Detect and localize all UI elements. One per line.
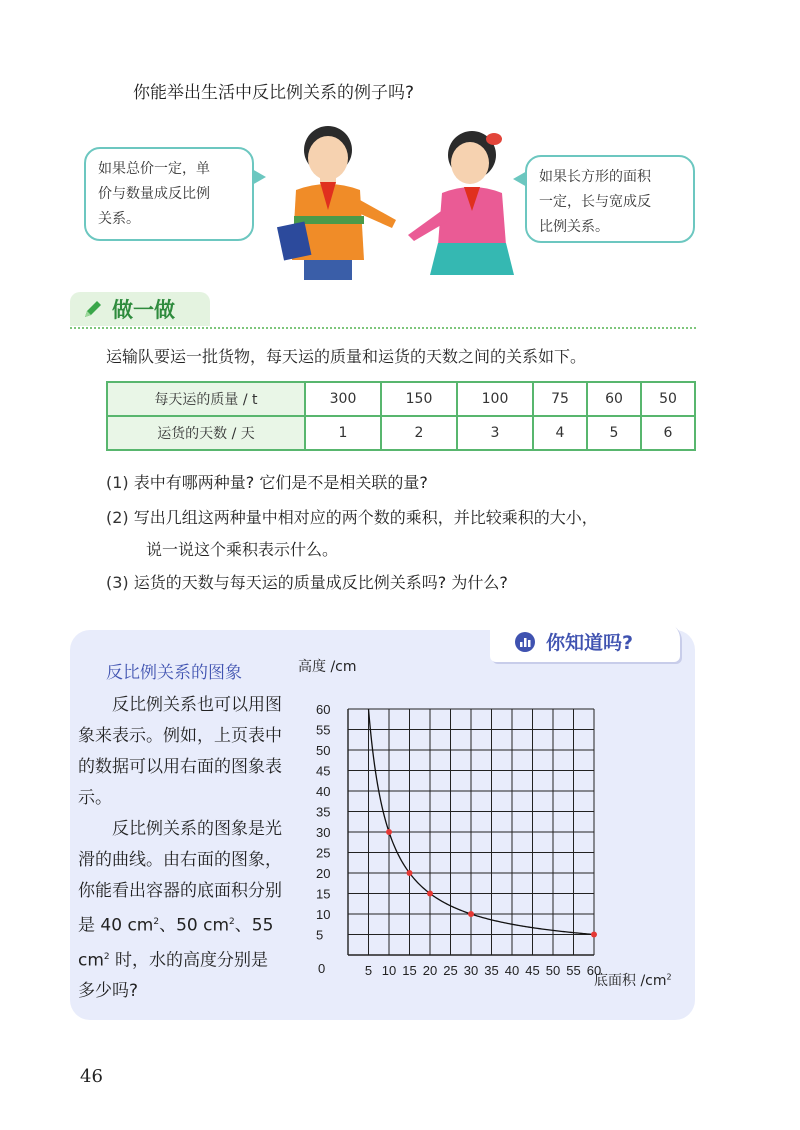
x-tick-label: 30: [463, 963, 479, 978]
table-cell: 1: [305, 416, 381, 450]
table-row: [107, 416, 695, 450]
data-table: [106, 381, 696, 451]
y-tick-label: 55: [316, 722, 331, 738]
did-you-know-tag: [490, 621, 680, 662]
y-tick-label: 60: [316, 702, 331, 717]
y-tick-label: 5: [316, 927, 324, 943]
table-cell: 3: [457, 416, 533, 450]
table-cell: 60: [587, 382, 641, 416]
y-tick-label: 25: [316, 845, 331, 861]
x-tick-label: 50: [545, 963, 561, 978]
boy-illustration: [268, 120, 408, 280]
x-tick-label: 40: [504, 963, 520, 978]
section-divider: [70, 327, 696, 329]
x-tick-label: 55: [566, 963, 581, 978]
pencil-icon: [82, 298, 104, 320]
table-cell: 4: [533, 416, 587, 450]
know-subtitle: 反比例关系的图象: [106, 663, 242, 683]
table-cell: 50: [641, 382, 695, 416]
data-point: [407, 870, 413, 876]
x-tick-label: 5: [364, 963, 373, 978]
question-number: (1): [106, 473, 129, 492]
speech-line: 关系。: [98, 211, 140, 227]
exercise-intro: 运输队要运一批货物，每天运的质量和运货的天数之间的关系如下。: [106, 347, 587, 366]
question-number: (3): [106, 573, 129, 592]
table-cell: 75: [533, 382, 587, 416]
question-item: [106, 505, 598, 528]
y-axis-label: 高度 /cm: [298, 659, 357, 675]
text-run: 、50 cm: [159, 915, 230, 936]
row-header: 运货的天数 / 天: [107, 416, 305, 450]
y-tick-label: 40: [316, 784, 331, 799]
y-tick-label: 30: [316, 825, 331, 840]
know-paragraph: [78, 690, 284, 1007]
table-cell: 6: [641, 416, 695, 450]
superscript: 2: [229, 917, 235, 927]
section-header: [70, 292, 210, 326]
x-tick-label: 15: [402, 963, 417, 978]
inverse-proportion-chart: [280, 680, 610, 990]
y-tick-label: 20: [316, 866, 331, 881]
speech-bubble-girl: [525, 155, 695, 243]
table-cell: 300: [305, 382, 381, 416]
x-tick-label: 20: [422, 963, 438, 978]
table-cell: 2: [381, 416, 457, 450]
page-number: 46: [80, 1066, 103, 1087]
question-item: [106, 470, 428, 493]
y-tick-label: 10: [316, 907, 331, 922]
question-line: 运货的天数与每天运的质量成反比例关系吗? 为什么?: [133, 573, 508, 592]
superscript: 2: [153, 917, 160, 927]
x-tick-label: 25: [443, 963, 458, 978]
y-tick-label: 45: [316, 763, 331, 779]
data-point: [386, 829, 392, 835]
question-line: 说一说这个乘积表示什么。: [146, 540, 339, 559]
table-cell: 100: [457, 382, 533, 416]
table-cell: 150: [381, 382, 457, 416]
y-tick-label: 35: [316, 804, 331, 820]
row-header: 每天运的质量 / t: [107, 382, 305, 416]
text-run: 反比例关系的图象是光滑的曲线。由右面的图象，你能看出容器的底面积分别是 40 cm: [78, 819, 282, 936]
x-tick-label: 45: [525, 963, 540, 978]
data-point: [591, 932, 597, 938]
origin-label: 0: [318, 961, 326, 976]
x-axis-label-sup: 2: [666, 972, 672, 982]
speech-line: 比例关系。: [539, 219, 609, 235]
speech-line: 如果长方形的面积: [539, 169, 651, 185]
y-tick-label: 15: [316, 886, 331, 902]
know-para-2: [78, 814, 284, 1007]
did-you-know-title: 你知道吗?: [546, 632, 634, 654]
x-tick-label: 10: [381, 963, 397, 978]
x-axis-label-text: 底面积 /cm: [594, 973, 667, 989]
question-item: [106, 570, 508, 593]
speech-line: 价与数量成反比例: [98, 186, 210, 202]
question-line: 表中有哪两种量? 它们是不是相关联的量?: [133, 473, 428, 492]
x-tick-label: 35: [484, 963, 499, 978]
table-cell: 5: [587, 416, 641, 450]
question-text: 你能举出生活中反比例关系的例子吗?: [133, 83, 415, 103]
x-tick-label: 60: [586, 963, 602, 978]
section-title: 做一做: [112, 298, 175, 322]
curve-series: [369, 709, 595, 935]
text-run: 时，水的高度分别是多少吗?: [78, 950, 269, 1002]
text-run: 、55 cm: [78, 915, 274, 971]
bar-chart-icon: [514, 631, 536, 653]
superscript: 2: [103, 951, 110, 962]
speech-line: 一定，长与宽成反: [539, 194, 651, 210]
question-number: (2): [106, 508, 129, 527]
data-point: [468, 911, 474, 917]
girl-illustration: [402, 125, 522, 275]
speech-line: 如果总价一定，单: [98, 161, 210, 177]
y-tick-label: 50: [316, 743, 331, 758]
question-line: 写出几组这两种量中相对应的两个数的乘积，并比较乘积的大小，: [133, 508, 598, 527]
table-row: [107, 382, 695, 416]
data-point: [427, 891, 433, 897]
speech-bubble-boy: [84, 147, 254, 241]
know-para-1: 反比例关系也可以用图象来表示。例如，上页表中的数据可以用右面的图象表示。: [78, 695, 282, 808]
